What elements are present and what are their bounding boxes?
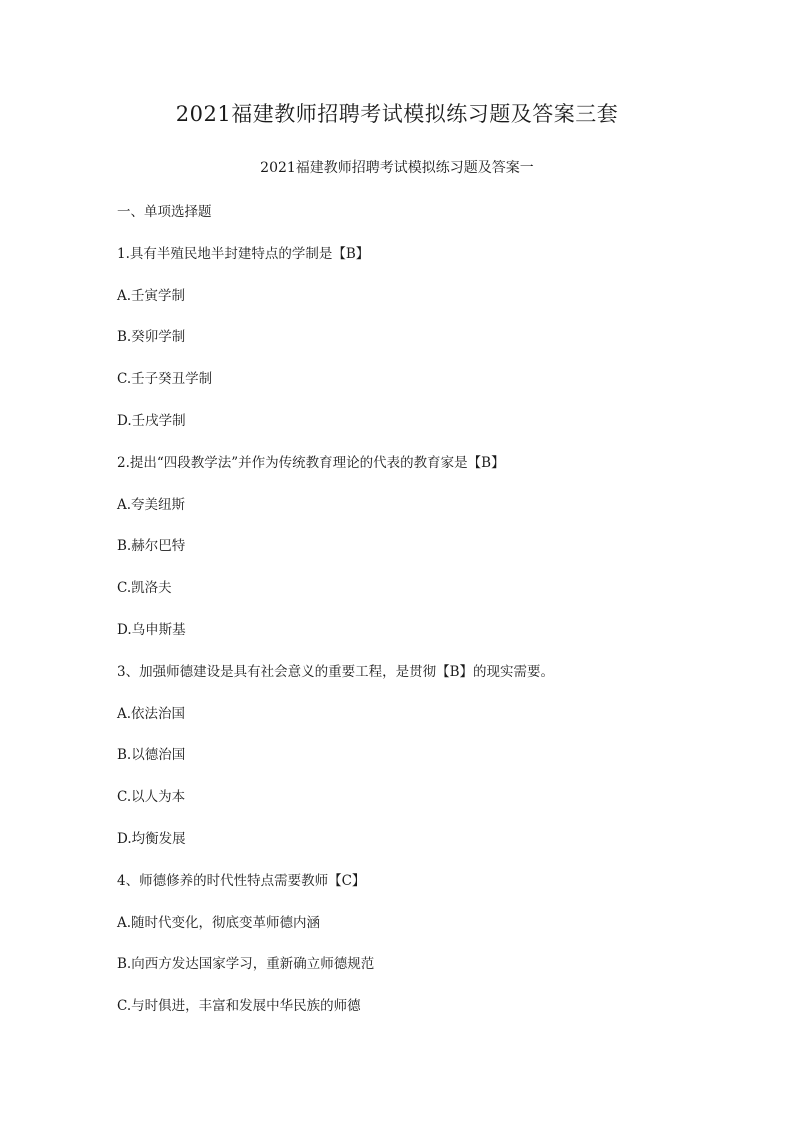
document-body: [117, 200, 717, 1036]
option-line: B.赫尔巴特: [117, 538, 186, 555]
option-line: A.依法治国: [117, 705, 186, 722]
document-title: 2021福建教师招聘考试模拟练习题及答案三套: [175, 102, 619, 126]
option-line: C.凯洛夫: [117, 580, 172, 597]
option-line: D.均衡发展: [117, 830, 186, 847]
document-subtitle: 2021福建教师招聘考试模拟练习题及答案一: [260, 160, 534, 176]
question-3: 3、加强师德建设是具有社会意义的重要工程，是贯彻【B】的现实需要。: [117, 663, 555, 680]
option-line: D.乌申斯基: [117, 621, 186, 638]
option-line: B.向西方发达国家学习，重新确立师德规范: [117, 956, 375, 973]
question-1: 1.具有半殖民地半封建特点的学制是【B】: [117, 245, 370, 262]
option-line: B.癸卯学制: [117, 329, 186, 346]
option-line: A.夸美纽斯: [117, 496, 186, 513]
option-line: A.随时代变化，彻底变革师德内涵: [117, 914, 321, 931]
section-heading: 一、单项选择题: [117, 204, 212, 220]
option-line: B.以德治国: [117, 747, 186, 764]
question-4: 4、师德修养的时代性特点需要教师【C】: [117, 872, 366, 889]
option-line: A.壬寅学制: [117, 287, 186, 304]
option-line: D.壬戌学制: [117, 412, 186, 429]
option-line: C.壬子癸丑学制: [117, 371, 213, 388]
question-2: 2.提出“四段教学法”并作为传统教育理论的代表的教育家是【B】: [117, 454, 505, 471]
option-line: C.与时俱进，丰富和发展中华民族的师德: [117, 998, 361, 1015]
option-line: C.以人为本: [117, 789, 186, 806]
